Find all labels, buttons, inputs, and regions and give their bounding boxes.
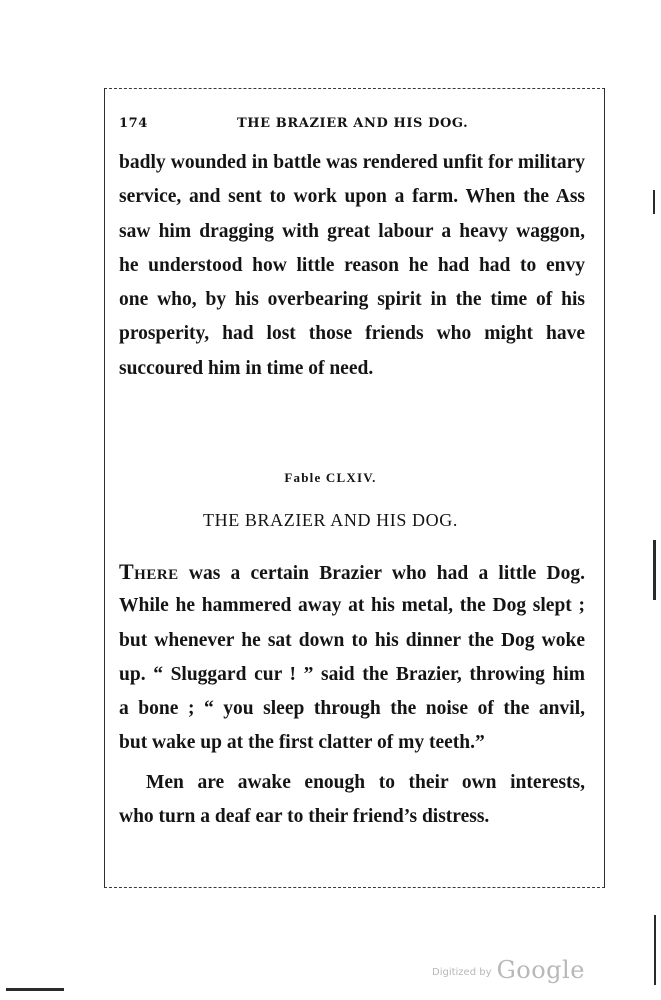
scan-edge-mark [654,915,656,985]
scan-edge-mark [653,190,655,214]
text-line: one who, by his overbearing spirit in the time of his [119,289,585,311]
frame-top-rule [104,88,605,89]
scan-edge-mark [653,540,656,600]
fable-number: Fable CLXIV. [284,470,377,485]
running-head [119,116,587,136]
watermark-brand: Google [496,956,585,984]
fable-title: THE BRAZIER AND HIS DOG. [203,510,458,530]
text-line: but whenever he sat down to his dinner the Dog woke [119,629,585,651]
page-number: 174 [119,116,148,131]
text-line: Men are awake enough to their own interests, [146,772,585,793]
story-first-word: There [119,559,179,584]
frame-right-rule [604,88,605,888]
digitized-watermark [432,956,585,986]
text-line: but wake up at the first clatter of my teeth.” [119,732,485,754]
text-line: While he hammered away at his metal, the Dog slept ; [119,595,585,617]
text-line: service, and sent to work upon a farm. When the Ass [119,186,585,208]
running-title: THE BRAZIER AND HIS DOG. [237,116,469,131]
text-line: prosperity, had lost those friends who might have [119,323,585,345]
text-line: succoured him in time of need. [119,357,374,379]
watermark-prefix: Digitized by [432,967,492,978]
story-line-rest: was a certain Brazier who had a little Dog. [178,563,585,584]
text-line [119,555,585,589]
text-line: badly wounded in battle was rendered unfit for military [119,152,585,173]
text-line: saw him dragging with great labour a heavy waggon, [119,220,585,242]
fable-story [119,555,585,761]
text-line: a bone ; “ you sleep through the noise of the anvil, [119,698,585,720]
continued-paragraph [119,146,585,386]
frame-bottom-rule [104,887,605,888]
frame-left-rule [104,88,105,888]
text-line: up. “ Sluggard cur ! ” said the Brazier, throwing him [119,663,585,685]
text-line: who turn a deaf ear to their friend’s distress. [119,806,490,828]
fable-moral [119,766,585,835]
text-line: he understood how little reason he had had to envy [119,254,585,276]
scan-edge-mark [6,988,64,991]
